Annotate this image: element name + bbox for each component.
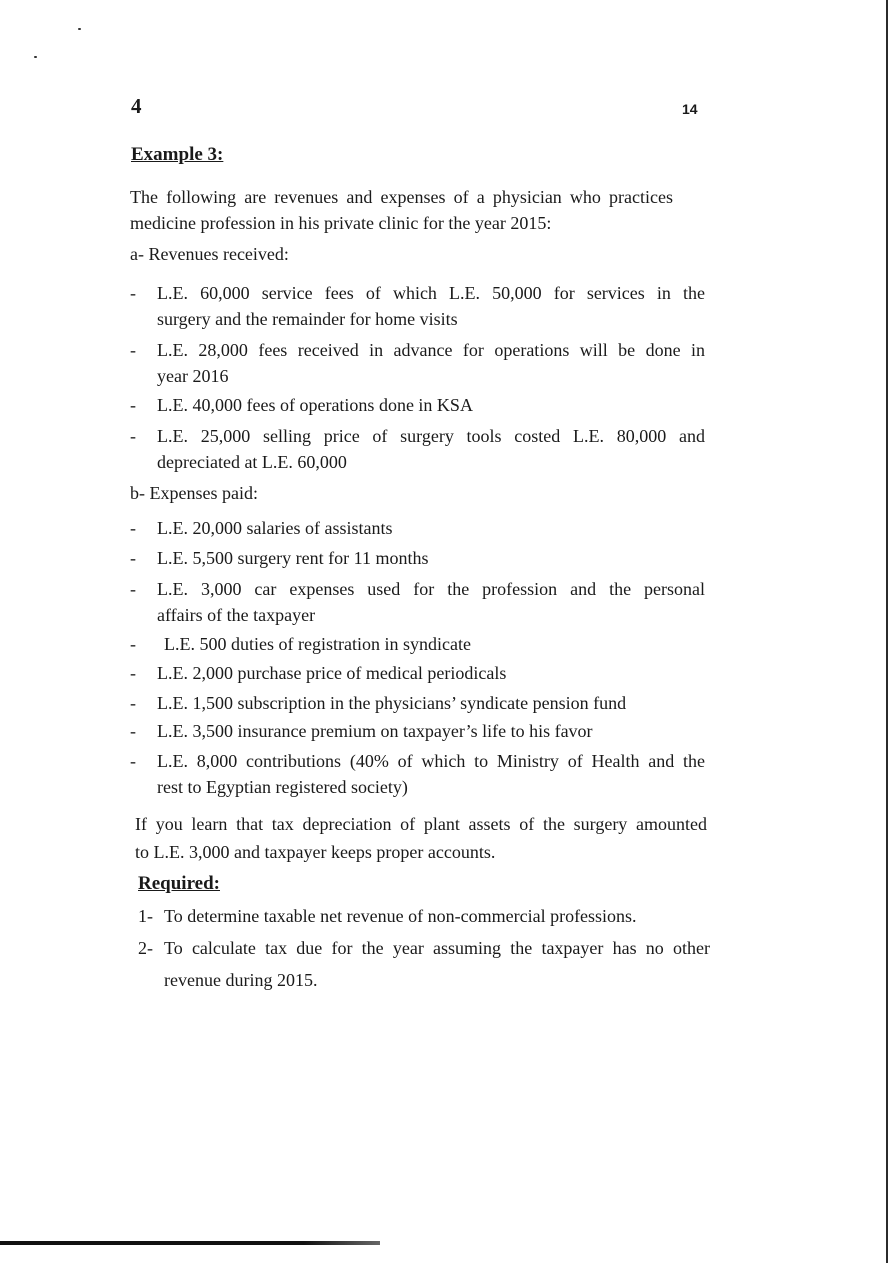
expense-item-line-1: L.E. 20,000 salaries of assistants	[157, 518, 393, 538]
chapter-number: 4	[131, 94, 142, 118]
page-number: 14	[682, 101, 698, 117]
revenue-item-line-1: L.E. 25,000 selling price of surgery tools costed L.E. 80,000 and	[157, 426, 705, 446]
required-item	[138, 934, 710, 994]
scan-speck	[34, 56, 37, 58]
list-dash: -	[130, 663, 136, 683]
scan-bottom-rule	[0, 1241, 380, 1245]
revenue-item	[130, 337, 705, 389]
revenue-item	[130, 423, 705, 475]
expense-item	[130, 576, 705, 628]
revenue-item-line-2: surgery and the remainder for home visits	[157, 309, 458, 329]
revenue-item-line-1: L.E. 60,000 service fees of which L.E. 50,000 for services in the	[157, 283, 705, 303]
list-dash: -	[130, 518, 136, 538]
note-line-2: to L.E. 3,000 and taxpayer keeps proper accounts.	[135, 842, 496, 862]
revenues-label: a- Revenues received:	[130, 244, 289, 264]
list-dash: -	[130, 340, 136, 360]
expense-item-line-1: L.E. 8,000 contributions (40% of which to Ministry of Health and the	[157, 751, 705, 771]
revenue-item-line-2: year 2016	[157, 366, 229, 386]
expense-item	[130, 515, 705, 541]
expense-item-line-1: L.E. 1,500 subscription in the physicians’ syndicate pension fund	[157, 693, 627, 713]
list-dash: -	[130, 548, 136, 568]
list-dash: -	[130, 579, 136, 599]
required-item-number: 1-	[138, 906, 153, 926]
list-dash: -	[130, 395, 136, 415]
revenue-item	[130, 280, 705, 332]
expense-item	[130, 631, 705, 657]
required-item-line-1: To determine taxable net revenue of non-commercial professions.	[164, 906, 637, 926]
list-dash: -	[130, 634, 136, 654]
expense-item-line-1: L.E. 3,500 insurance premium on taxpayer’s life to his favor	[157, 721, 593, 741]
expense-item	[130, 748, 705, 800]
expense-item-line-1: L.E. 500 duties of registration in syndicate	[164, 634, 471, 654]
list-dash: -	[130, 283, 136, 303]
expense-item	[130, 690, 705, 716]
list-dash: -	[130, 721, 136, 741]
revenue-item-line-1: L.E. 40,000 fees of operations done in KSA	[157, 395, 473, 415]
revenue-item-line-1: L.E. 28,000 fees received in advance for operations will be done in	[157, 340, 705, 360]
expense-item	[130, 660, 705, 686]
scan-page-edge	[886, 0, 888, 1263]
revenue-item	[130, 392, 705, 418]
expense-item	[130, 718, 705, 744]
list-dash: -	[130, 751, 136, 771]
expenses-label: b- Expenses paid:	[130, 483, 258, 503]
list-dash: -	[130, 426, 136, 446]
intro-line-1: The following are revenues and expenses of a physician who practices	[130, 187, 673, 207]
required-item	[138, 902, 710, 930]
expense-item	[130, 545, 705, 571]
scan-speck	[78, 28, 81, 30]
expense-item-line-1: L.E. 3,000 car expenses used for the profession and the personal	[157, 579, 705, 599]
required-title: Required:	[138, 873, 220, 894]
expense-item-line-2: rest to Egyptian registered society)	[157, 777, 408, 797]
expense-item-line-1: L.E. 2,000 purchase price of medical periodicals	[157, 663, 507, 683]
expense-item-line-2: affairs of the taxpayer	[157, 605, 316, 625]
required-item-line-2: revenue during 2015.	[164, 970, 318, 990]
required-item-number: 2-	[138, 938, 153, 958]
list-dash: -	[130, 693, 136, 713]
note-line-1: If you learn that tax depreciation of plant assets of the surgery amounted	[135, 814, 707, 834]
example-title: Example 3:	[131, 144, 224, 165]
required-item-line-1: To calculate tax due for the year assuming the taxpayer has no other	[164, 938, 710, 958]
expense-item-line-1: L.E. 5,500 surgery rent for 11 months	[157, 548, 429, 568]
intro-line-2: medicine profession in his private clinic for the year 2015:	[130, 213, 552, 233]
revenue-item-line-2: depreciated at L.E. 60,000	[157, 452, 347, 472]
